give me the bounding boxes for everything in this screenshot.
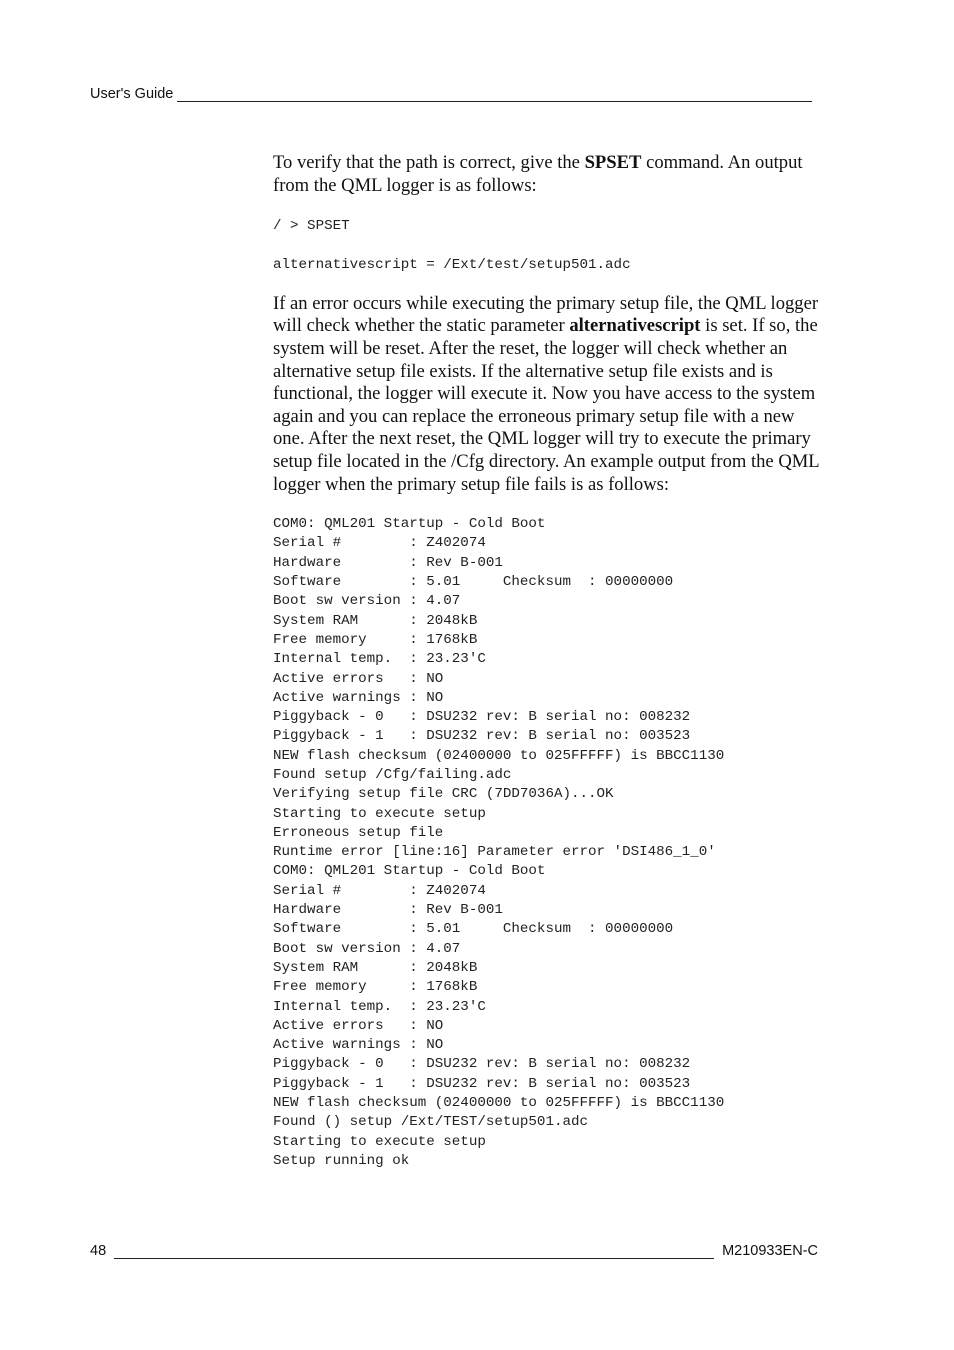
header-rule: [177, 87, 812, 102]
explanation-after: is set. If so, the system will be reset. After the reset, the logger will check whether an alternative setup file exists. If the alternative setup file exists and is functional, the logger will execute it. Now you have access to the system again and you can replace the erroneous primary setup file with a new one. After the next reset, the QML logger will try to execute the primary setup file located in the /Cfg directory. An example output from the QML logger when the primary setup file fails is as follows:: [273, 315, 819, 495]
log-line: Boot sw version : 4.07: [273, 593, 461, 610]
log-line: Serial # : Z402074: [273, 882, 486, 899]
log-line: Piggyback - 0 : DSU232 rev: B serial no: 008232: [273, 1056, 691, 1073]
footer-rule: [114, 1244, 714, 1259]
explanation-parameter: alternativescript: [569, 315, 701, 337]
log-line: Found () setup /Ext/TEST/setup501.adc: [273, 1114, 589, 1131]
log-line: Active warnings : NO: [273, 689, 444, 706]
log-line: Piggyback - 0 : DSU232 rev: B serial no: 008232: [273, 709, 691, 726]
intro-after: command. An output from the QML logger is as follows:: [273, 152, 803, 196]
page-content: [273, 152, 821, 1171]
log-line: Internal temp. : 23.23'C: [273, 651, 486, 668]
footer-page-number: 48: [90, 1243, 107, 1259]
log-line: Starting to execute setup: [273, 805, 486, 822]
footer-doc-code: M210933EN-C: [722, 1243, 818, 1259]
log-line: Setup running ok: [273, 1152, 410, 1169]
intro-command: SPSET: [584, 152, 642, 173]
command-prompt-line: / > SPSET: [273, 218, 350, 235]
log-line: System RAM : 2048kB: [273, 959, 478, 976]
log-line: Serial # : Z402074: [273, 535, 486, 552]
log-line: Software : 5.01 Checksum : 00000000: [273, 921, 674, 938]
log-line: Runtime error [line:16] Parameter error 'DSI486_1_0': [273, 844, 716, 861]
log-line: COM0: QML201 Startup - Cold Boot: [273, 516, 546, 533]
log-line: Internal temp. : 23.23'C: [273, 998, 486, 1015]
log-line: Free memory : 1768kB: [273, 631, 478, 648]
log-line: Active errors : NO: [273, 670, 444, 687]
explanation-before: If an error occurs while executing the primary setup file, the QML logger will check whether the static parameter: [273, 292, 819, 337]
log-line: Piggyback - 1 : DSU232 rev: B serial no: 003523: [273, 728, 691, 745]
log-line: Free memory : 1768kB: [273, 979, 478, 996]
log-line: NEW flash checksum (02400000 to 025FFFFF) is BBCC1130: [273, 1095, 725, 1112]
log-line: Active warnings : NO: [273, 1037, 444, 1054]
page-footer: [90, 1243, 818, 1259]
page-header: [90, 86, 812, 102]
log-line: Piggyback - 1 : DSU232 rev: B serial no: 003523: [273, 1075, 691, 1092]
log-line: Software : 5.01 Checksum : 00000000: [273, 574, 674, 591]
log-line: COM0: QML201 Startup - Cold Boot: [273, 863, 546, 880]
log-line: Erroneous setup file: [273, 824, 444, 841]
log-line: Starting to execute setup: [273, 1133, 486, 1150]
header-title: User's Guide: [90, 86, 174, 102]
log-line: Hardware : Rev B-001: [273, 902, 503, 919]
intro-before: To verify that the path is correct, give the: [273, 152, 585, 173]
log-line: Verifying setup file CRC (7DD7036A)...OK: [273, 786, 614, 803]
log-line: System RAM : 2048kB: [273, 612, 478, 629]
explanation-paragraph: [273, 293, 821, 496]
log-line: Hardware : Rev B-001: [273, 554, 503, 571]
log-line: Active errors : NO: [273, 1017, 444, 1034]
log-output: [273, 515, 821, 1171]
log-line: NEW flash checksum (02400000 to 025FFFFF) is BBCC1130: [273, 747, 725, 764]
intro-paragraph: [273, 152, 821, 197]
command-result-line: alternativescript = /Ext/test/setup501.adc: [273, 257, 631, 274]
log-line: Found setup /Cfg/failing.adc: [273, 766, 512, 783]
log-line: Boot sw version : 4.07: [273, 940, 461, 957]
